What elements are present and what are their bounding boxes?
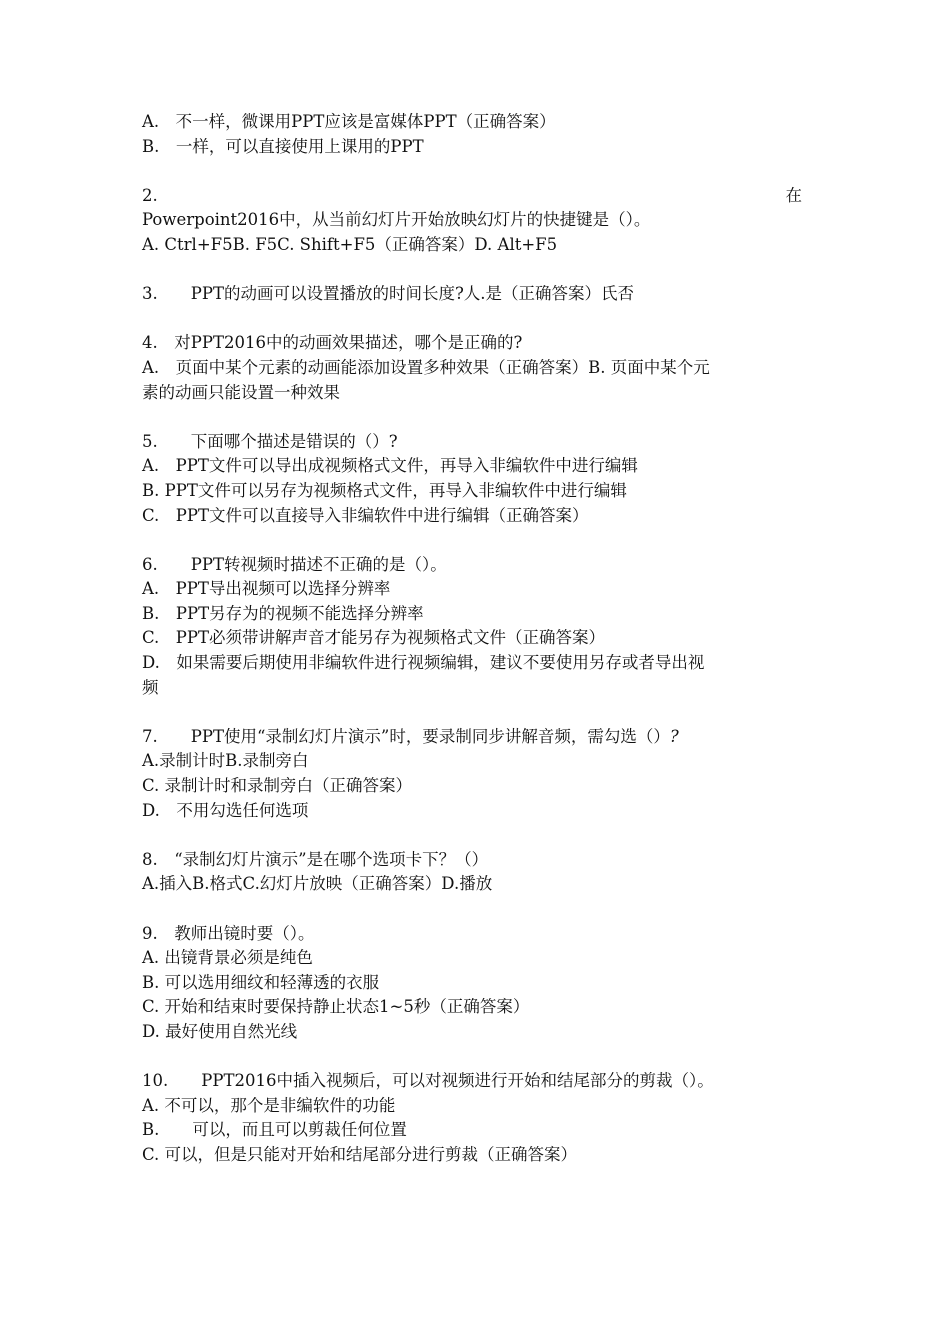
document-page [142, 110, 802, 1168]
q7-question-mark: ? [669, 726, 679, 746]
q5-option-c: C. PPT文件可以直接导入非编软件中进行编辑（正确答案） [142, 505, 589, 525]
q10-option-a: A. 不可以，那个是非编软件的功能 [142, 1095, 396, 1115]
q2-number: 2. [142, 185, 158, 205]
q2-number-tail: 在 [785, 185, 802, 205]
q6-option-b: B. PPT另存为的视频不能选择分辨率 [142, 603, 424, 623]
q1-option-a: A. 不一样，微课用PPT应该是富媒体PPT（正确答案） [142, 112, 556, 131]
q9-question: 9. 教师出镜时要（）。 [142, 923, 315, 943]
q6-option-d: D. 如果需要后期使用非编软件进行视频编辑，建议不要使用另存或者导出视 [142, 653, 705, 673]
q9-option-d: D. 最好使用自然光线 [142, 1021, 298, 1041]
question-9 [142, 922, 802, 1045]
q10-question: 10. PPT2016中插入视频后，可以对视频进行开始和结尾部分的剪裁（）。 [142, 1071, 714, 1091]
question-5 [142, 430, 802, 528]
q2-number-line [142, 184, 802, 209]
q6-option-d-continued: 频 [142, 677, 159, 697]
q6-option-c: C. PPT必须带讲解声音才能另存为视频格式文件（正确答案） [142, 628, 605, 648]
q10-option-c: C. 可以，但是只能对开始和结尾部分进行剪裁（正确答案） [142, 1144, 578, 1164]
q5-option-a: A. PPT文件可以导出成视频格式文件，再导入非编软件中进行编辑 [142, 456, 638, 476]
q9-option-a: A. 出镜背景必须是纯色 [142, 948, 313, 968]
question-1 [142, 110, 802, 159]
q8-options: A.插入B.格式C.幻灯片放映（正确答案）D.播放 [142, 874, 493, 894]
q5-question: 5. 下面哪个描述是错误的（）? [142, 431, 398, 451]
q4-question: 4. 对PPT2016中的动画效果描述，哪个是正确的? [142, 333, 523, 353]
q7-question-line [142, 725, 802, 750]
question-10 [142, 1069, 802, 1167]
question-3 [142, 282, 802, 307]
q4-options-line-2: 素的动画只能设置一种效果 [142, 382, 340, 402]
question-4 [142, 331, 802, 405]
question-8 [142, 848, 802, 897]
q9-option-c: C. 开始和结束时要保持静止状态1~5秒（正确答案） [142, 997, 530, 1017]
q2-question: Powerpoint2016中，从当前幻灯片开始放映幻灯片的快捷键是（）。 [142, 210, 651, 230]
q8-question: 8. “录制幻灯片演示”是在哪个选项卡下？（） [142, 849, 489, 869]
q6-question: 6. PPT转视频时描述不正确的是（）。 [142, 554, 447, 574]
q9-option-b: B. 可以选用细纹和轻薄透的衣服 [142, 972, 380, 992]
q7-question: 7. PPT使用“录制幻灯片演示”时，要录制同步讲解音频，需勾选（） [142, 726, 670, 746]
q6-option-a: A. PPT导出视频可以选择分辨率 [142, 579, 391, 599]
question-6 [142, 553, 802, 701]
q1-option-b: B. 一样，可以直接使用上课用的PPT [142, 136, 424, 156]
question-2 [142, 184, 802, 258]
q10-option-b: B. 可以，而且可以剪裁任何位置 [142, 1120, 407, 1140]
q5-option-b: B. PPT文件可以另存为视频格式文件，再导入非编软件中进行编辑 [142, 480, 627, 500]
q3-question: 3. PPT的动画可以设置播放的时间长度?人.是（正确答案）氏否 [142, 284, 635, 304]
q7-option-ab: A.录制计时B.录制旁白 [142, 751, 309, 771]
q4-options-line-1: A. 页面中某个元素的动画能添加设置多种效果（正确答案）B. 页面中某个元 [142, 357, 710, 377]
q7-option-d: D. 不用勾选任何选项 [142, 800, 309, 820]
q7-option-c: C. 录制计时和录制旁白（正确答案） [142, 776, 413, 796]
q2-options: A. Ctrl+F5B. F5C. Shift+F5（正确答案）D. Alt+F5 [142, 234, 558, 254]
question-7 [142, 725, 802, 823]
